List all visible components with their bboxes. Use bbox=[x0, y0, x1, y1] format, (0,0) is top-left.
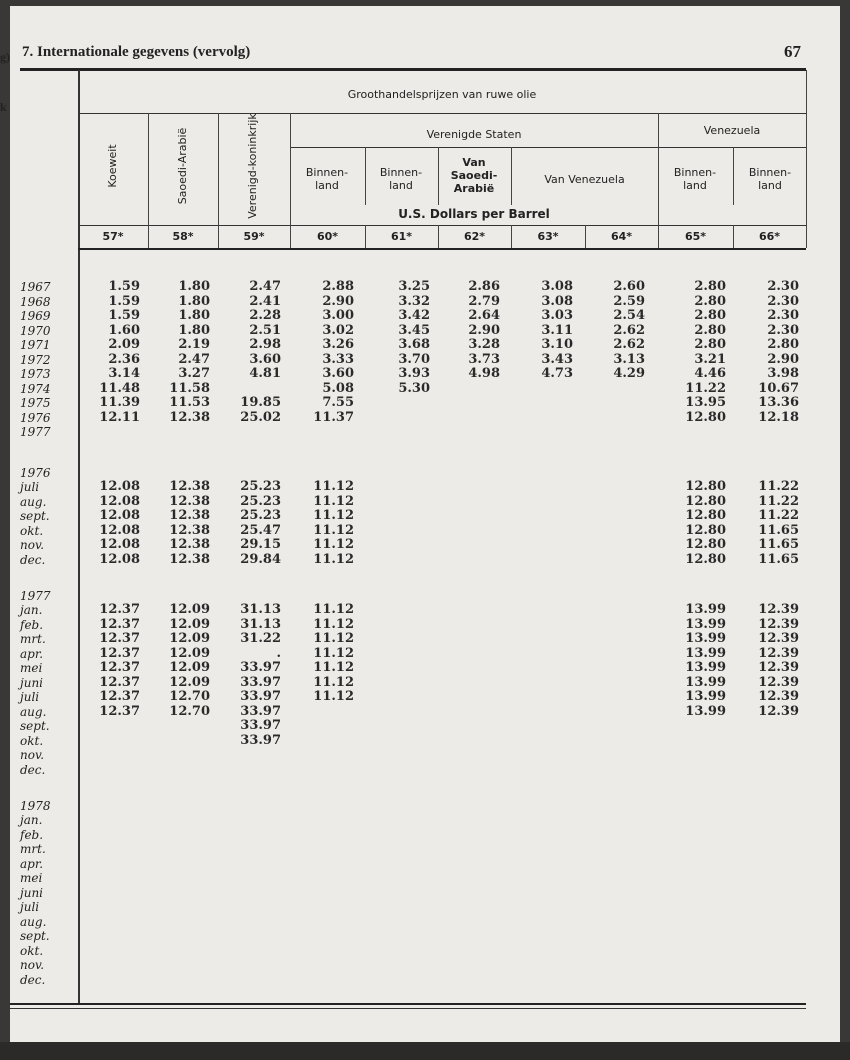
cell-value: 3.28 bbox=[468, 337, 500, 352]
cell-value: 12.39 bbox=[758, 602, 799, 617]
cell-value: 2.28 bbox=[249, 308, 281, 323]
cell-value: 12.37 bbox=[99, 660, 140, 675]
cell-value: 2.80 bbox=[767, 337, 799, 352]
cell-value: 1.59 bbox=[108, 279, 140, 294]
row-label: mrt. bbox=[20, 842, 46, 856]
rule bbox=[78, 225, 806, 226]
cell-value: 12.37 bbox=[99, 602, 140, 617]
cell-value: 3.26 bbox=[322, 337, 354, 352]
row-label: juni bbox=[20, 885, 44, 900]
cell-value: 12.80 bbox=[685, 551, 726, 567]
cell-value: 12.39 bbox=[758, 703, 799, 719]
cell-value: 11.12 bbox=[313, 689, 354, 704]
cell-value: 12.08 bbox=[99, 522, 140, 538]
cell-value: 12.39 bbox=[758, 660, 799, 675]
cell-value: 4.81 bbox=[249, 366, 281, 381]
cell-value: 11.12 bbox=[313, 493, 354, 509]
cell-value: 3.02 bbox=[322, 322, 354, 338]
cell-value: 5.08 bbox=[322, 380, 354, 396]
row-label: juli bbox=[20, 690, 40, 704]
cell-value: 12.37 bbox=[99, 631, 140, 646]
margin-fragment: k bbox=[0, 100, 7, 114]
row-label: juni bbox=[20, 675, 44, 690]
cell-value: 2.47 bbox=[249, 279, 281, 294]
cell-value: 13.99 bbox=[685, 689, 726, 704]
cell-value: 31.13 bbox=[240, 616, 281, 632]
rule bbox=[290, 147, 658, 148]
rule bbox=[78, 113, 806, 114]
cell-value: 11.12 bbox=[313, 522, 354, 538]
cell-value: 11.22 bbox=[685, 380, 726, 396]
cell-value: . bbox=[276, 645, 281, 661]
cell-value: 2.90 bbox=[322, 293, 354, 309]
cell-value: 13.36 bbox=[758, 395, 799, 410]
col-header-saoedi-arabie: Saoedi-Arabië bbox=[176, 127, 189, 205]
cell-value: 3.32 bbox=[398, 293, 430, 309]
cell-value: 2.64 bbox=[468, 308, 500, 323]
cell-value: 3.93 bbox=[398, 366, 430, 381]
cell-value: 2.80 bbox=[694, 293, 726, 309]
cell-value: 12.37 bbox=[99, 616, 140, 632]
row-label: 1974 bbox=[20, 381, 51, 396]
cell-value: 13.95 bbox=[685, 395, 726, 410]
cell-value: 2.60 bbox=[613, 279, 645, 294]
cell-value: 12.11 bbox=[99, 409, 140, 425]
col-divider bbox=[218, 113, 219, 248]
cell-value: 12.37 bbox=[99, 645, 140, 661]
row-label: jan. bbox=[20, 813, 43, 827]
row-label: apr. bbox=[20, 646, 44, 661]
cell-value: 33.97 bbox=[240, 689, 281, 704]
top-rule bbox=[20, 68, 806, 71]
column-number: 58* bbox=[172, 230, 194, 243]
cell-value: 4.98 bbox=[468, 366, 500, 381]
cell-value: 12.08 bbox=[99, 551, 140, 567]
cell-value: 3.13 bbox=[613, 351, 645, 367]
cell-value: 4.29 bbox=[613, 366, 645, 381]
cell-value: 2.79 bbox=[468, 293, 500, 309]
cell-value: 7.55 bbox=[322, 395, 354, 410]
column-number: 57* bbox=[102, 230, 124, 243]
cell-value: 3.73 bbox=[468, 351, 500, 367]
section-heading: 1977 bbox=[20, 589, 51, 603]
col-divider bbox=[733, 147, 734, 205]
row-label: dec. bbox=[20, 972, 46, 987]
column-number: 62* bbox=[463, 230, 486, 243]
cell-value: 3.43 bbox=[541, 351, 573, 367]
cell-value: 33.97 bbox=[240, 718, 281, 733]
cell-value: 13.99 bbox=[685, 660, 726, 675]
cell-value: 11.65 bbox=[758, 551, 799, 567]
cell-value: 2.88 bbox=[322, 279, 354, 294]
cell-value: 2.19 bbox=[178, 337, 210, 352]
cell-value: 13.99 bbox=[685, 645, 726, 661]
cell-value: 3.25 bbox=[398, 279, 430, 294]
cell-value: 12.09 bbox=[169, 631, 210, 646]
cell-value: 1.59 bbox=[108, 293, 140, 309]
table-edge bbox=[806, 70, 807, 248]
cell-value: 1.59 bbox=[108, 308, 140, 323]
cell-value: 12.38 bbox=[169, 493, 210, 509]
cell-value: 3.08 bbox=[541, 279, 573, 294]
cell-value: 2.47 bbox=[178, 351, 210, 367]
row-label: sept. bbox=[20, 719, 50, 733]
cell-value: 12.70 bbox=[169, 703, 210, 719]
cell-value: 3.45 bbox=[398, 322, 430, 338]
cell-value: 11.53 bbox=[169, 395, 210, 410]
group-header-us: Verenigde Staten bbox=[426, 128, 522, 141]
row-label: 1971 bbox=[20, 338, 51, 352]
cell-value: 12.80 bbox=[685, 508, 726, 523]
cell-value: 1.80 bbox=[178, 279, 210, 294]
row-label: nov. bbox=[20, 538, 45, 552]
cell-value: 1.60 bbox=[108, 322, 140, 338]
row-label: okt. bbox=[20, 523, 44, 538]
cell-value: 12.38 bbox=[169, 409, 210, 425]
cell-value: 12.08 bbox=[99, 479, 140, 494]
row-label: 1969 bbox=[20, 309, 51, 323]
cell-value: 25.47 bbox=[240, 522, 281, 538]
row-label: mei bbox=[20, 661, 43, 675]
cell-value: 12.39 bbox=[758, 631, 799, 646]
cell-value: 12.37 bbox=[99, 674, 140, 690]
cell-value: 31.22 bbox=[240, 631, 281, 646]
row-label: aug. bbox=[20, 914, 47, 929]
cell-value: 12.38 bbox=[169, 537, 210, 552]
col-header-koeweit: Koeweit bbox=[106, 144, 119, 188]
cell-value: 12.38 bbox=[169, 522, 210, 538]
cell-value: 11.65 bbox=[758, 537, 799, 552]
cell-value: 12.80 bbox=[685, 479, 726, 494]
column-number: 63* bbox=[537, 230, 559, 243]
cell-value: 11.58 bbox=[169, 380, 210, 396]
group-header-venezuela: Venezuela bbox=[703, 124, 761, 137]
cell-value: 4.46 bbox=[694, 366, 726, 381]
cell-value: 12.80 bbox=[685, 493, 726, 509]
cell-value: 12.39 bbox=[758, 645, 799, 661]
page-number: 67 bbox=[784, 42, 801, 61]
row-label: jan. bbox=[20, 603, 43, 617]
cell-value: 2.62 bbox=[613, 322, 645, 338]
cell-value: 12.80 bbox=[685, 409, 726, 425]
cell-value: 2.98 bbox=[249, 337, 281, 352]
cell-value: 11.48 bbox=[99, 380, 140, 396]
cell-value: 13.99 bbox=[685, 616, 726, 632]
section-heading: 1978 bbox=[20, 799, 51, 813]
row-label: nov. bbox=[20, 748, 45, 762]
cell-value: 11.12 bbox=[313, 602, 354, 617]
rule bbox=[658, 147, 806, 148]
cell-value: 25.02 bbox=[240, 409, 281, 425]
row-label: sept. bbox=[20, 929, 50, 943]
cell-value: 12.80 bbox=[685, 537, 726, 552]
row-label: juli bbox=[20, 480, 40, 494]
row-label: juli bbox=[20, 900, 40, 914]
cell-value: 33.97 bbox=[240, 732, 281, 748]
cell-value: 12.09 bbox=[169, 616, 210, 632]
cell-value: 11.12 bbox=[313, 645, 354, 661]
margin-fragment: g) bbox=[0, 50, 10, 64]
cell-value: 12.39 bbox=[758, 674, 799, 690]
cell-value: 12.80 bbox=[685, 522, 726, 538]
cell-value: 2.90 bbox=[767, 351, 799, 367]
page-title bbox=[22, 44, 250, 61]
cell-value: 3.03 bbox=[541, 308, 573, 323]
cell-value: 12.38 bbox=[169, 479, 210, 494]
col-header-van-saoedi-arabie: Van Saoedi-Arabië bbox=[450, 156, 498, 195]
cell-value: 3.10 bbox=[541, 337, 573, 352]
col-header-binnenland: Binnen-land bbox=[379, 166, 423, 192]
cell-value: 12.09 bbox=[169, 602, 210, 617]
cell-value: 12.18 bbox=[758, 409, 799, 425]
title-text: Internationale gegevens (vervolg) bbox=[37, 44, 251, 60]
cell-value: 3.42 bbox=[398, 308, 430, 323]
cell-value: 2.51 bbox=[249, 322, 281, 338]
cell-value: 12.08 bbox=[99, 537, 140, 552]
cell-value: 12.37 bbox=[99, 703, 140, 719]
unit-label: U.S. Dollars per Barrel bbox=[398, 207, 550, 221]
column-number: 66* bbox=[758, 230, 781, 243]
row-label: dec. bbox=[20, 762, 46, 777]
cell-value: 13.99 bbox=[685, 674, 726, 690]
rule bbox=[78, 248, 806, 250]
cell-value: 2.41 bbox=[249, 293, 281, 309]
col-header-verenigd-koninkrijk: Verenigd-koninkrijk bbox=[246, 113, 259, 219]
cell-value: 11.12 bbox=[313, 631, 354, 646]
bottom-rule bbox=[10, 1003, 806, 1005]
bottom-rule bbox=[10, 1008, 806, 1009]
cell-value: 33.97 bbox=[240, 674, 281, 690]
cell-value: 33.97 bbox=[240, 660, 281, 675]
cell-value: 25.23 bbox=[240, 508, 281, 523]
cell-value: 2.62 bbox=[613, 337, 645, 352]
row-label: 1968 bbox=[20, 294, 51, 309]
col-header-binnenland: Binnen-land bbox=[305, 166, 349, 192]
cell-value: 2.30 bbox=[767, 279, 799, 294]
cell-value: 31.13 bbox=[240, 602, 281, 617]
col-divider bbox=[148, 113, 149, 248]
cell-value: 10.67 bbox=[758, 380, 799, 396]
row-label: 1973 bbox=[20, 367, 51, 381]
cell-value: 2.30 bbox=[767, 322, 799, 338]
cell-value: 11.37 bbox=[313, 409, 354, 425]
cell-value: 29.15 bbox=[240, 537, 281, 552]
cell-value: 3.68 bbox=[398, 337, 430, 352]
cell-value: 12.37 bbox=[99, 689, 140, 704]
row-label: aug. bbox=[20, 494, 47, 509]
row-label: mei bbox=[20, 871, 43, 885]
row-label: aug. bbox=[20, 704, 47, 719]
row-label: 1970 bbox=[20, 323, 51, 338]
margin-fragment bbox=[0, 113, 1, 158]
cell-value: 11.12 bbox=[313, 537, 354, 552]
column-number: 61* bbox=[390, 230, 413, 243]
cell-value: 2.30 bbox=[767, 308, 799, 323]
cell-value: 12.39 bbox=[758, 616, 799, 632]
cell-value: 11.22 bbox=[758, 508, 799, 523]
cell-value: 2.30 bbox=[767, 293, 799, 309]
row-label: mrt. bbox=[20, 632, 46, 646]
cell-value: 2.90 bbox=[468, 322, 500, 338]
cell-value: 1.80 bbox=[178, 322, 210, 338]
cell-value: 11.12 bbox=[313, 616, 354, 632]
row-label: 1975 bbox=[20, 396, 51, 410]
cell-value: 3.11 bbox=[541, 322, 573, 338]
cell-value: 12.09 bbox=[169, 660, 210, 675]
cell-value: 2.54 bbox=[613, 308, 645, 323]
cell-value: 12.38 bbox=[169, 508, 210, 523]
row-label: apr. bbox=[20, 856, 44, 871]
cell-value: 11.12 bbox=[313, 660, 354, 675]
cell-value: 12.08 bbox=[99, 508, 140, 523]
cell-value: 1.80 bbox=[178, 308, 210, 323]
cell-value: 12.39 bbox=[758, 689, 799, 704]
col-header-binnenland: Binnen-land bbox=[748, 166, 792, 192]
super-header: Groothandelsprijzen van ruwe olie bbox=[347, 88, 537, 101]
cell-value: 11.12 bbox=[313, 674, 354, 690]
cell-value: 11.12 bbox=[313, 479, 354, 494]
column-number: 59* bbox=[243, 230, 265, 243]
cell-value: 2.59 bbox=[613, 293, 645, 309]
cell-value: 2.80 bbox=[694, 337, 726, 352]
cell-value: 13.99 bbox=[685, 631, 726, 646]
section-heading: 1976 bbox=[20, 466, 51, 480]
col-divider bbox=[365, 147, 366, 205]
section-number: 7. bbox=[22, 44, 34, 60]
row-label: 1967 bbox=[20, 280, 51, 294]
cell-value: 12.09 bbox=[169, 674, 210, 690]
cell-value: 4.73 bbox=[541, 366, 573, 381]
column-number: 60* bbox=[316, 230, 339, 243]
cell-value: 11.12 bbox=[313, 508, 354, 523]
cell-value: 25.23 bbox=[240, 493, 281, 509]
cell-value: 12.70 bbox=[169, 689, 210, 704]
cell-value: 3.00 bbox=[322, 308, 354, 323]
cell-value: 13.99 bbox=[685, 602, 726, 617]
cell-value: 11.39 bbox=[99, 395, 140, 410]
cell-value: 11.12 bbox=[313, 551, 354, 567]
cell-value: 2.80 bbox=[694, 322, 726, 338]
row-label: okt. bbox=[20, 943, 44, 958]
cell-value: 2.86 bbox=[468, 279, 500, 294]
col-header-binnenland: Binnen-land bbox=[673, 166, 717, 192]
cell-value: 25.23 bbox=[240, 479, 281, 494]
cell-value: 3.60 bbox=[249, 351, 281, 367]
cell-value: 3.60 bbox=[322, 366, 354, 381]
column-number: 65* bbox=[684, 230, 707, 243]
cell-value: 1.80 bbox=[178, 293, 210, 309]
cell-value: 11.22 bbox=[758, 479, 799, 494]
cell-value: 3.21 bbox=[694, 351, 726, 367]
cell-value: 12.38 bbox=[169, 551, 210, 567]
cell-value: 19.85 bbox=[240, 395, 281, 410]
cell-value: 2.36 bbox=[108, 351, 140, 367]
cell-value: 2.09 bbox=[108, 337, 140, 352]
cell-value: 3.98 bbox=[767, 366, 799, 381]
scan-edge bbox=[0, 1042, 850, 1060]
row-label: 1977 bbox=[20, 425, 51, 439]
row-label: dec. bbox=[20, 552, 46, 567]
cell-value: 13.99 bbox=[685, 703, 726, 719]
row-label: feb. bbox=[20, 827, 44, 842]
cell-value: 3.70 bbox=[398, 351, 430, 367]
cell-value: 2.80 bbox=[694, 308, 726, 323]
cell-value: 12.09 bbox=[169, 645, 210, 661]
cell-value: 29.84 bbox=[240, 551, 281, 567]
row-label: okt. bbox=[20, 733, 44, 748]
cell-value: 12.08 bbox=[99, 493, 140, 509]
cell-value: 3.27 bbox=[178, 366, 210, 381]
row-label: 1976 bbox=[20, 410, 51, 425]
row-label: sept. bbox=[20, 509, 50, 523]
row-label: nov. bbox=[20, 958, 45, 972]
row-label: feb. bbox=[20, 617, 44, 632]
cell-value: 3.33 bbox=[322, 351, 354, 367]
cell-value: 3.08 bbox=[541, 293, 573, 309]
row-label: 1972 bbox=[20, 352, 51, 367]
cell-value: 11.65 bbox=[758, 522, 799, 538]
col-divider bbox=[438, 147, 439, 205]
cell-value: 3.14 bbox=[108, 366, 140, 381]
cell-value: 5.30 bbox=[398, 380, 430, 396]
cell-value: 2.80 bbox=[694, 279, 726, 294]
cell-value: 11.22 bbox=[758, 493, 799, 509]
cell-value: 33.97 bbox=[240, 703, 281, 719]
column-number: 64* bbox=[610, 230, 633, 243]
col-header-van-venezuela: Van Venezuela bbox=[544, 173, 625, 186]
